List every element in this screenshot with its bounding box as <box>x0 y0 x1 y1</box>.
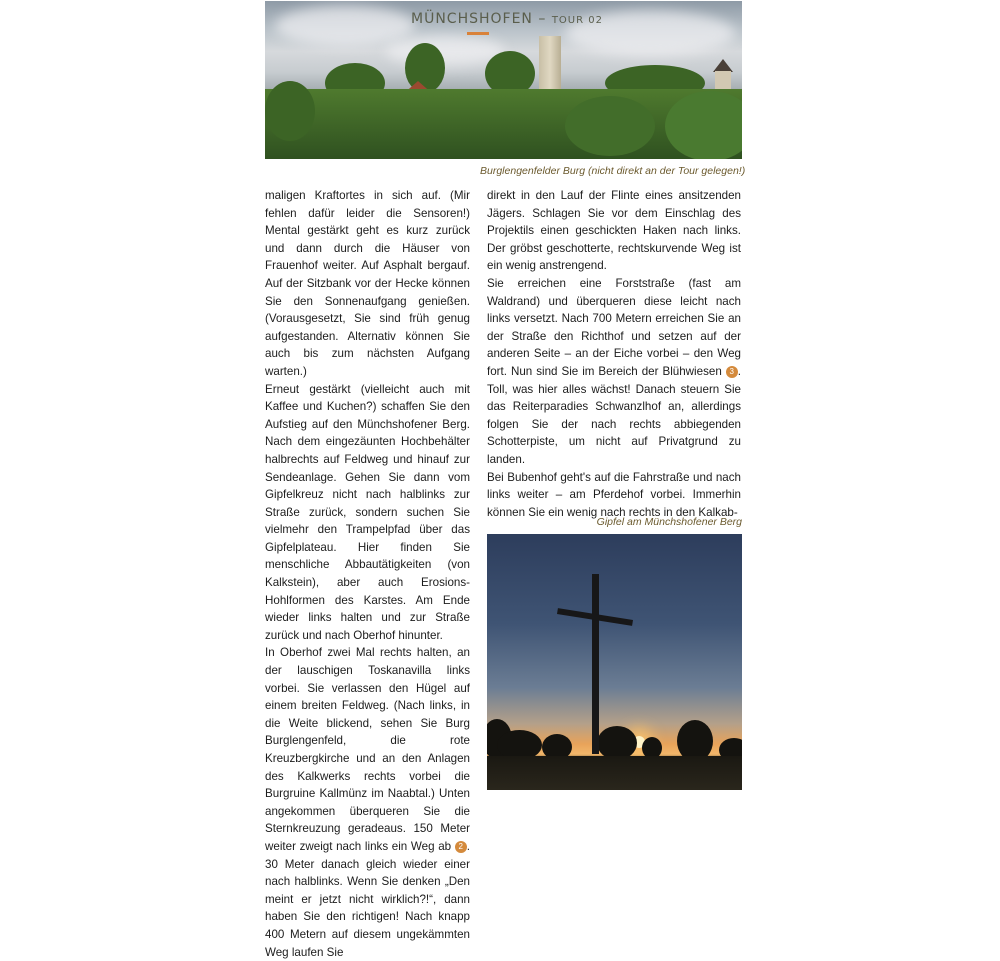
bush-silhouette <box>597 726 637 760</box>
cloud <box>385 36 505 66</box>
summit-cross-post <box>592 574 599 754</box>
paragraph: maligen Kraftortes in sich auf. (Mir fehlen dafür leider die Sensoren!) Mental gestärkt geht es kurz zurück und dann durch die Häuser von Frauenhof weiter. Auf Asphalt bergauf. Auf der Sitzbank vor der Hecke können Sie den Sonnenaufgang genießen. (Vorausgesetzt, Sie sind früh genug aufgestanden. Alternativ können Sie auch bis zum nächsten Aufgang warten.) <box>265 189 470 378</box>
paragraph: Bei Bubenhof geht's auf die Fahrstraße und nach links weiter – am Pferdehof vorbei. Immerhin können Sie ein wenig nach rechts in den Kalkab- <box>487 470 741 519</box>
tree <box>665 91 742 159</box>
castle-photo <box>265 1 742 159</box>
paragraph-text: In Oberhof zwei Mal rechts halten, an der lauschigen Toskanavilla links vorbei. Sie verlassen den Hügel auf einem breiten Feldweg. (Nach links, in die Weite blickend, sehen Sie Burg Burglengenfeld, die rote Kreuzbergkirche und an den Anlagen des Kalkwerks rechts vorbei die Burgruine Kallmünz im Naabtal.) Unten angekommen überqueren Sie die Sternkreuzung geradeaus. 150 Meter weiter zweigt nach links ein Weg ab <box>265 646 470 853</box>
text-column-right <box>487 187 741 521</box>
paragraph <box>265 644 470 961</box>
chapter-title-separator: – <box>532 11 552 27</box>
paragraph <box>487 275 741 469</box>
tree <box>265 81 315 141</box>
tree <box>565 96 655 156</box>
meadow-ground <box>487 756 742 790</box>
waypoint-marker-badge: 2 <box>455 841 467 853</box>
paragraph-text: Sie erreichen eine Forststraße (fast am Waldrand) und überqueren diese leicht nach links versetzt. Nach 700 Metern erreichen Sie an der Straße den Richthof und setzen auf der anderen Seite – an der Eiche vorbei – den Weg fort. Nun sind Sie im Bereich der Blühwiesen <box>487 276 741 378</box>
paragraph-text: . Toll, was hier alles wächst! Danach steuern Sie das Reiterparadies Schwanzlhof an, allerdings folgen Sie der nach rechts abbiegenden Schotterpiste, um nicht auf Privatgrund zu landen. <box>487 364 741 466</box>
chapter-title-main: MÜNCHSHOFEN <box>411 11 533 27</box>
title-accent-rule <box>467 32 489 35</box>
chapter-title-sub: TOUR 02 <box>551 15 603 26</box>
text-column-left <box>265 187 470 961</box>
chapter-title <box>411 11 603 27</box>
summit-cross-photo <box>487 534 742 790</box>
paragraph: Erneut gestärkt (vielleicht auch mit Kaffee und Kuchen?) schaffen Sie den Aufstieg auf den Münchshofener Berg. Nach dem eingezäunten Hochbehälter halbrechts auf Feldweg und hinauf zur Sendeanlage. Gehen Sie dann vom Gipfelkreuz nicht nach halblinks zur Straße zurück, sondern suchen Sie vielmehr den Trampelpfad über das Gipfelplateau. Hier finden Sie menschliche Abbautätigkeiten (von Kalkstein), aber auch Erosions-Hohlformen des Karstes. Am Ende wieder links halten und zur Straße zurück und nach Oberhof hinunter. <box>265 382 470 642</box>
paragraph: direkt in den Lauf der Flinte eines ansitzenden Jägers. Schlagen Sie vor dem Einschlag des Projektils einen geschickten Haken nach links. Der gröbst geschotterte, rechtskurvende Weg ist ein wenig anstrengend. <box>487 189 741 273</box>
cloud <box>275 6 415 46</box>
castle-photo-caption: Burglengenfelder Burg (nicht direkt an der Tour gelegen!) <box>480 165 746 177</box>
waypoint-marker-badge: 3 <box>726 366 738 378</box>
paragraph-text: . 30 Meter danach gleich wieder einer nach halblinks. Wenn Sie denken „Den meint er jetzt nicht wirklich?!“, dann haben Sie den richtigen! Nach knapp 400 Metern auf diesem ungekämmten Weg laufen Sie <box>265 839 470 959</box>
summit-photo-caption: Gipfel am Münchshofener Berg <box>596 516 742 528</box>
